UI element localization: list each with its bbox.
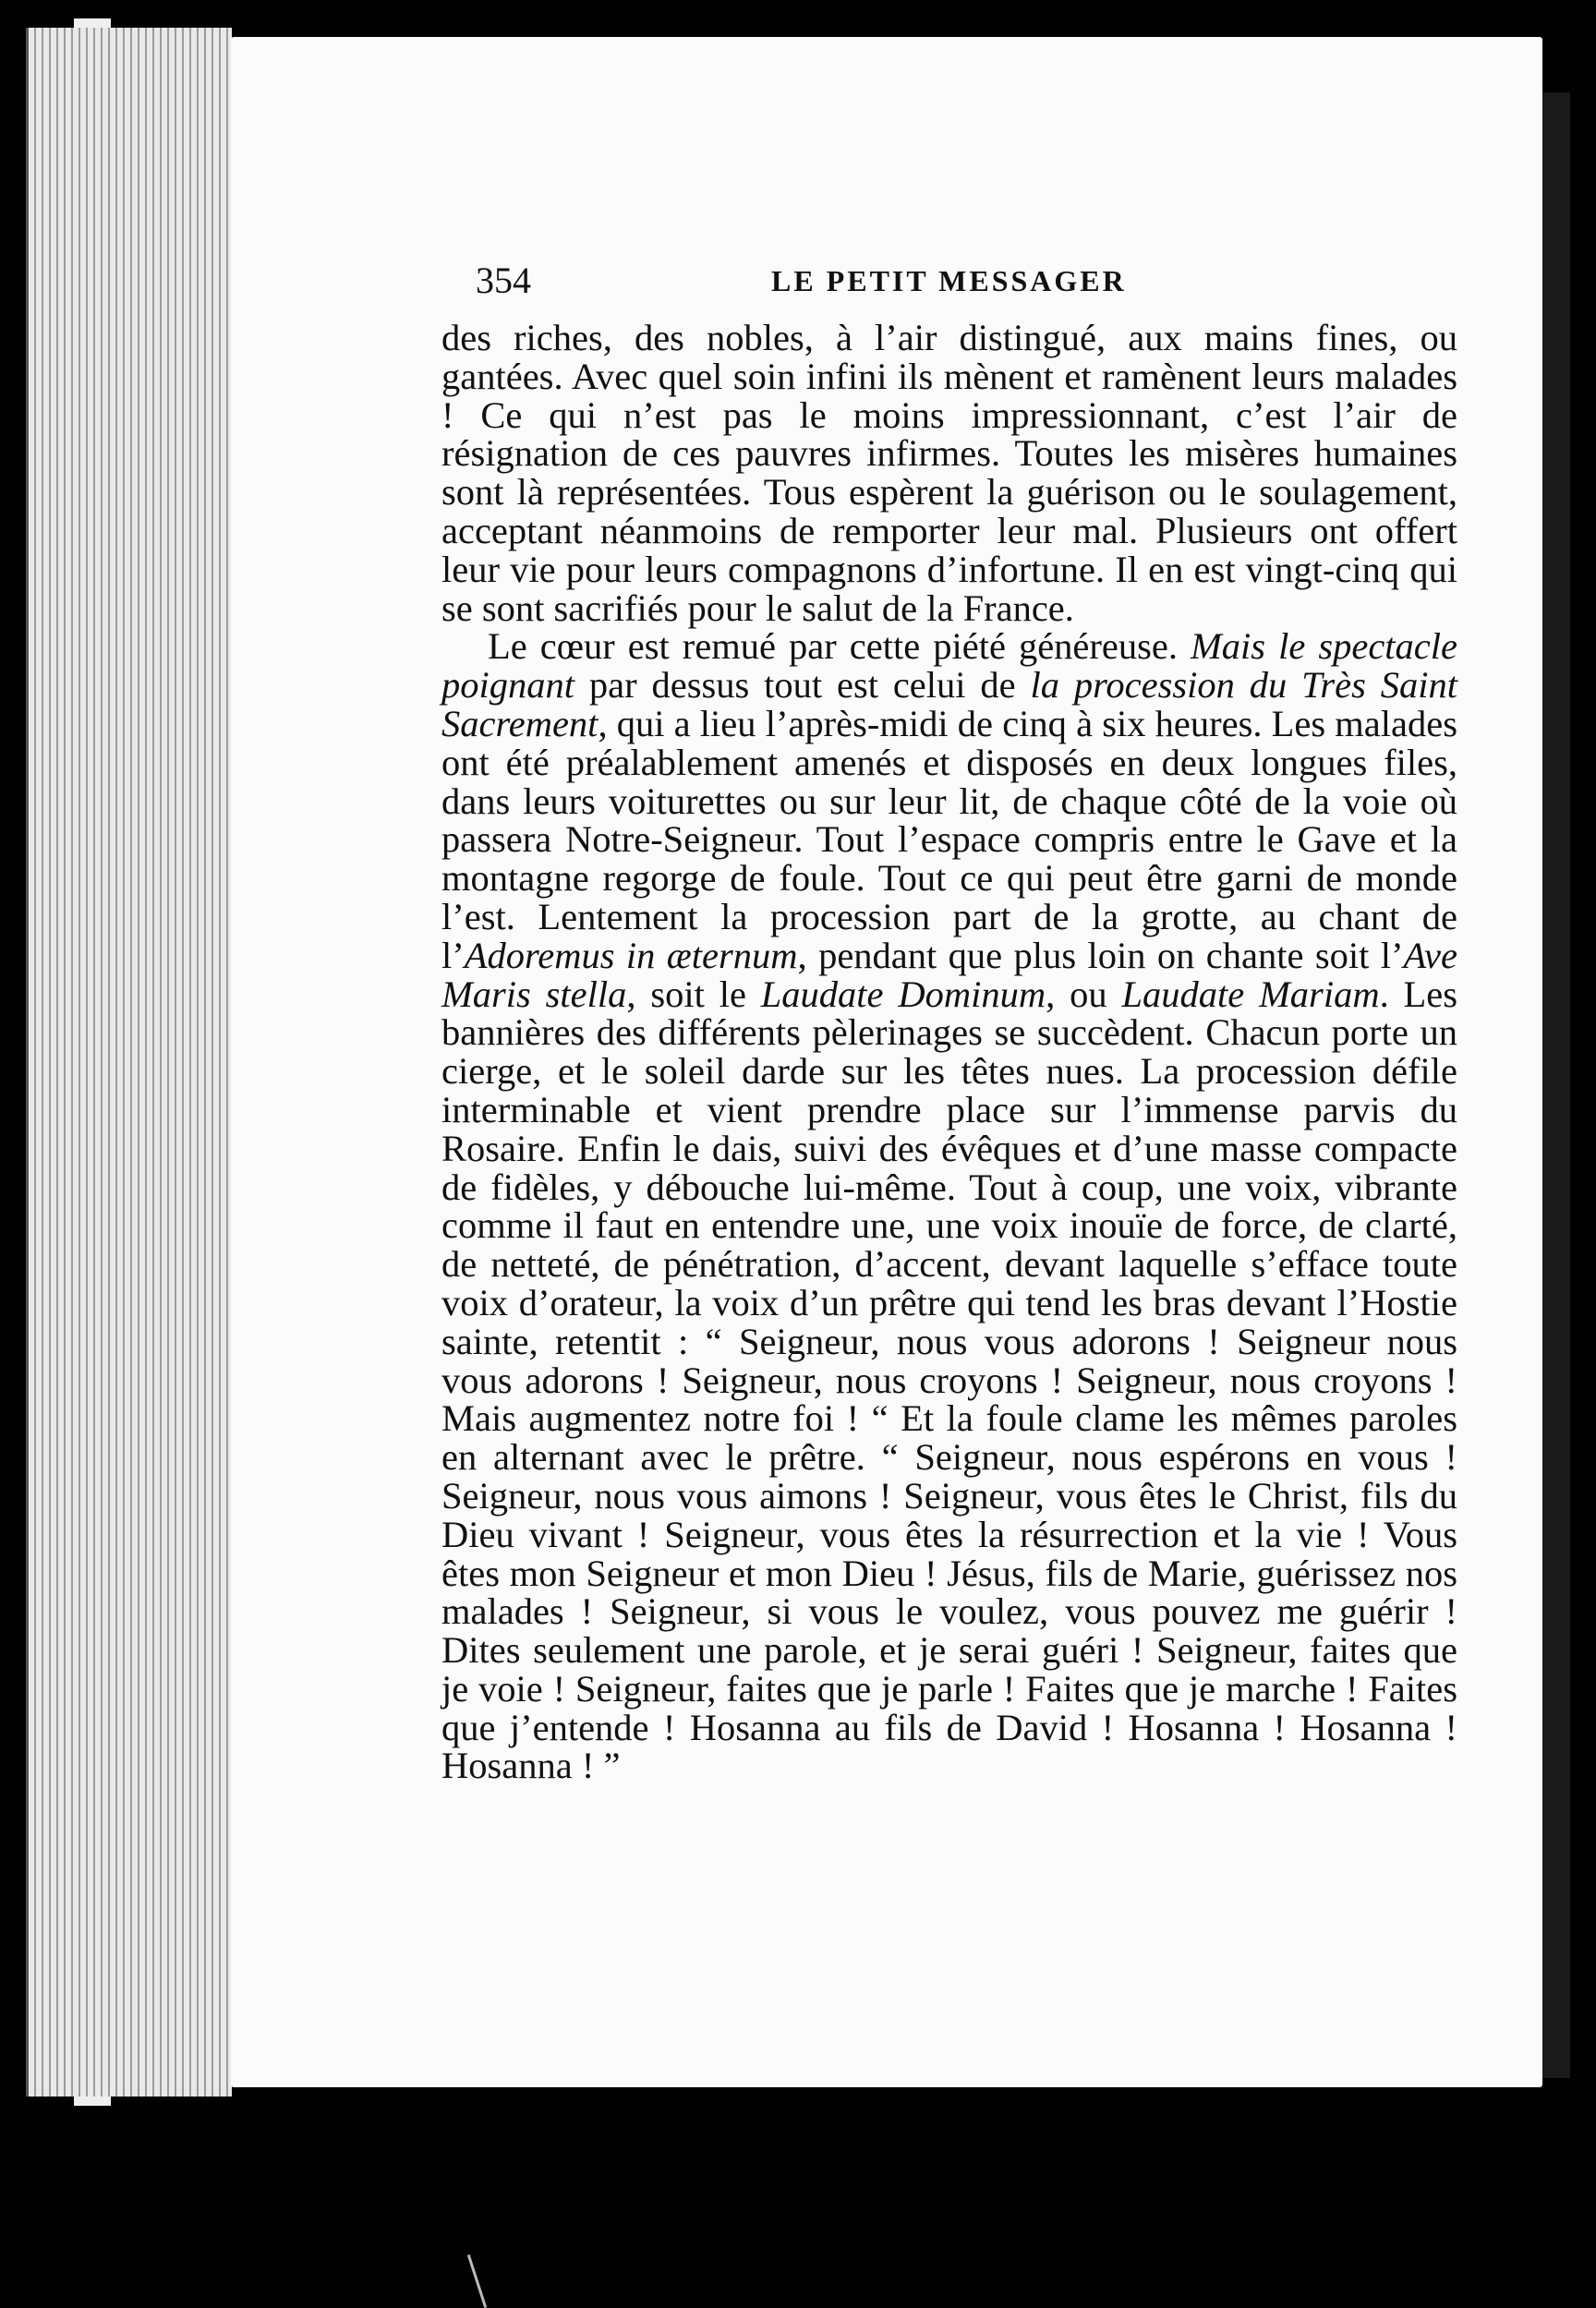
text-run: , ou <box>1046 973 1122 1015</box>
scan-artifact <box>467 2254 487 2308</box>
page-header <box>476 259 1510 314</box>
italic-run: Adoremus in æternum <box>464 934 798 976</box>
text-run: , qui a lieu l’après-midi de cinq à six heures. Les malades ont été préalablement amenés et disposés en deux longues files, dans leurs voiturettes ou sur leur lit, de chaque côté de la voie où passera Notre-Seigneur. Tout l’espace compris entre le Gave et la montagne regorge de foule. Tout ce qui peut être garni de monde l’est. Lentement la procession part de la grotte, au chant de l’ <box>441 702 1457 976</box>
text-run: , pendant que plus loin on chante soit l’ <box>797 934 1404 976</box>
paragraph-2 <box>441 627 1457 1785</box>
italic-run: Ave Maris stella <box>441 934 1457 1015</box>
page-stack-edge <box>26 28 232 2097</box>
body-text <box>441 319 1457 1785</box>
running-title: LE PETIT MESSAGER <box>771 264 1127 297</box>
italic-run: Laudate Dominum <box>760 973 1046 1015</box>
italic-run: Mais le spectacle poignant <box>441 625 1457 707</box>
text-run: par dessus tout est celui de <box>574 664 1031 707</box>
text-run: , soit le <box>626 973 761 1015</box>
italic-run: Laudate Mariam <box>1121 973 1380 1015</box>
paragraph-1: des riches, des nobles, à l’air distingué, aux mains fines, ou gantées. Avec quel soin infini ils mènent et ramènent leurs malades ! Ce qui n’est pas le moins impressionnant, c’est l’air de résignation de ces pauvres infirmes. Toutes les misères humaines sont là représentées. Tous espèrent la guérison ou le soulagement, acceptant néanmoins de remporter leur mal. Plusieurs ont offert leur vie pour leurs compagnons d’infortune. Il en est vingt-cinq qui se sont sacrifiés pour le salut de la France. <box>441 317 1457 629</box>
italic-run: la procession du Très Saint Sacrement <box>441 664 1457 744</box>
text-run: . Les bannières des différents pèlerinages se succèdent. Chacun porte un cierge, et le soleil darde sur les têtes nues. La procession défile interminable et vient prendre place sur l’immense parvis du Rosaire. Enfin le dais, suivi des évêques et d’une masse compacte de fidèles, y débouche lui-même. Tout à coup, une voix, vibrante comme il faut en entendre une, une voix inouïe de force, de clarté, de netteté, de pénétration, d’accent, devant laquelle s’efface toute voix d’orateur, la voix d’un prêtre qui tend les bras devant l’Hostie sainte, retentit : “ Seigneur, nous vous adorons ! Seigneur nous vous adorons ! Seigneur, nous croyons ! Seigneur, nous croyons ! Mais augmentez notre foi ! “ Et la foule clame les mêmes paroles en alternant avec le prêtre. “ Seigneur, nous espérons en vous ! Seigneur, nous vous aimons ! Seigneur, vous êtes le Christ, fils du Dieu vivant ! Seigneur, vous êtes la résurrection et la vie ! Vous êtes mon Seigneur et mon Dieu ! Jésus, fils de Marie, guérissez nos malades ! Seigneur, si vous le voulez, vous pouvez me guérir ! Dites seulement une parole, et je serai guéri ! Seigneur, faites que je voie ! Seigneur, faites que je parle ! Faites que je marche ! Faites que j’entende ! Hosanna au fils de David ! Hosanna ! Hosanna ! Hosanna ! ” <box>441 973 1458 1787</box>
page-number: 354 <box>476 260 531 301</box>
text-run: Le cœur est remué par cette piété généreuse. <box>488 625 1191 668</box>
